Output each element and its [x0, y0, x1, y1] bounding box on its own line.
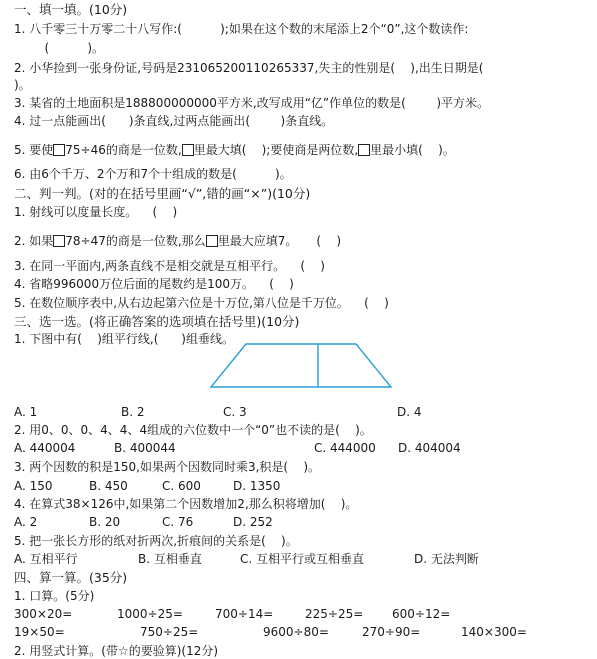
question-2-2 [14, 234, 341, 249]
q5-middle2: 里最大填( );要使商是两位数, [193, 143, 359, 157]
q2-prefix: 2. 如果 [14, 234, 54, 248]
q5-end: 里最小填( )。 [370, 143, 455, 157]
question-2-5: 5. 在数位顺序表中,从右边起第六位是十万位,第八位是千万位。 ( ) [14, 296, 389, 310]
oral-calc-item: 700÷14= [215, 607, 274, 621]
question-1-3: 3. 某省的土地面积是188800000000平方米,改写成用“亿”作单位的数是( )平方米。 [14, 96, 490, 110]
question-3-1: 1. 下图中有( )组平行线,( )组垂线。 [14, 332, 234, 346]
oral-calc-item: 750÷25= [140, 625, 199, 639]
section-4-title: 四、算一算。(35分) [14, 570, 128, 585]
blank-box [53, 144, 65, 156]
q3-5-option-b: B. 互相垂直 [138, 552, 202, 566]
q3-3-option-c: C. 600 [162, 479, 201, 493]
q3-2-option-d: D. 404004 [398, 441, 461, 455]
q3-4-option-b: B. 20 [89, 515, 121, 529]
question-1-6: 6. 由6个千万、2个万和7个十组成的数是( )。 [14, 167, 292, 181]
blank-box [182, 144, 194, 156]
q3-3-option-d: D. 1350 [233, 479, 281, 493]
question-3-4: 4. 在算式38×126中,如果第二个因数增加2,那么积将增加( )。 [14, 497, 358, 511]
section-3-title: 三、选一选。(将正确答案的选项填在括号里)(10分) [14, 314, 300, 329]
blank-box [53, 235, 65, 247]
oral-calc-item: 19×50= [14, 625, 65, 639]
q3-2-option-c: C. 444000 [314, 441, 376, 455]
question-1-2b: )。 [14, 78, 31, 92]
q3-3-option-a: A. 150 [14, 479, 53, 493]
q3-2-option-a: A. 440004 [14, 441, 76, 455]
question-2-3: 3. 在同一平面内,两条直线不是相交就是互相平行。 ( ) [14, 259, 325, 273]
oral-calc-item: 270÷90= [362, 625, 421, 639]
blank-box [358, 144, 370, 156]
q3-5-option-a: A. 互相平行 [14, 552, 78, 566]
q3-1-option-c: C. 3 [223, 405, 247, 419]
oral-calc-item: 600÷12= [392, 607, 451, 621]
blank-box [206, 235, 218, 247]
question-1-1b: ( )。 [14, 41, 105, 55]
trapezoid-outline [211, 344, 391, 387]
question-1-1a: 1. 八千零三十万零二十八写作:( );如果在这个数的末尾添上2个“0”,这个数读作: [14, 22, 469, 36]
question-4-1: 1. 口算。(5分) [14, 589, 95, 603]
question-3-3: 3. 两个因数的积是150,如果两个因数同时乘3,积是( )。 [14, 460, 321, 474]
q3-5-option-d: D. 无法判断 [414, 552, 479, 566]
q3-4-option-d: D. 252 [233, 515, 273, 529]
section-1-title: 一、填一填。(10分) [14, 2, 128, 17]
section-2-title: 二、判一判。(对的在括号里画“√”,错的画“×”)(10分) [14, 186, 311, 201]
question-3-5: 5. 把一张长方形的纸对折两次,折痕间的关系是( )。 [14, 534, 298, 548]
question-1-2a: 2. 小华捡到一张身份证,号码是231065200110265337,失主的性别是( ),出生日期是( [14, 61, 484, 75]
question-4-2: 2. 用竖式计算。(带☆的要验算)(12分) [14, 644, 219, 658]
q3-4-option-a: A. 2 [14, 515, 38, 529]
question-1-5 [14, 143, 455, 158]
q3-1-option-a: A. 1 [14, 405, 38, 419]
q3-1-option-d: D. 4 [397, 405, 422, 419]
q3-4-option-c: C. 76 [162, 515, 194, 529]
oral-calc-item: 9600÷80= [263, 625, 329, 639]
question-2-1: 1. 射线可以度量长度。 ( ) [14, 205, 178, 219]
q5-middle: 75÷46的商是一位数, [65, 143, 182, 157]
q2-middle: 78÷47的商是一位数,那么 [65, 234, 206, 248]
q5-prefix: 5. 要使 [14, 143, 54, 157]
q3-2-option-b: B. 400044 [114, 441, 176, 455]
q3-5-option-c: C. 互相平行或互相垂直 [240, 552, 365, 566]
oral-calc-item: 225÷25= [305, 607, 364, 621]
q3-1-option-b: B. 2 [121, 405, 145, 419]
question-1-4: 4. 过一点能画出( )条直线,过两点能画出( )条直线。 [14, 114, 334, 128]
question-3-2: 2. 用0、0、0、4、4、4组成的六位数中一个“0”也不读的是( )。 [14, 423, 372, 437]
oral-calc-item: 300×20= [14, 607, 73, 621]
q2-end: 里最大应填7。 ( ) [217, 234, 342, 248]
oral-calc-item: 1000÷25= [117, 607, 183, 621]
trapezoid-figure [210, 343, 392, 389]
oral-calc-item: 140×300= [461, 625, 527, 639]
q3-3-option-b: B. 450 [89, 479, 128, 493]
question-2-4: 4. 省略996000万位后面的尾数约是100万。 ( ) [14, 277, 294, 291]
